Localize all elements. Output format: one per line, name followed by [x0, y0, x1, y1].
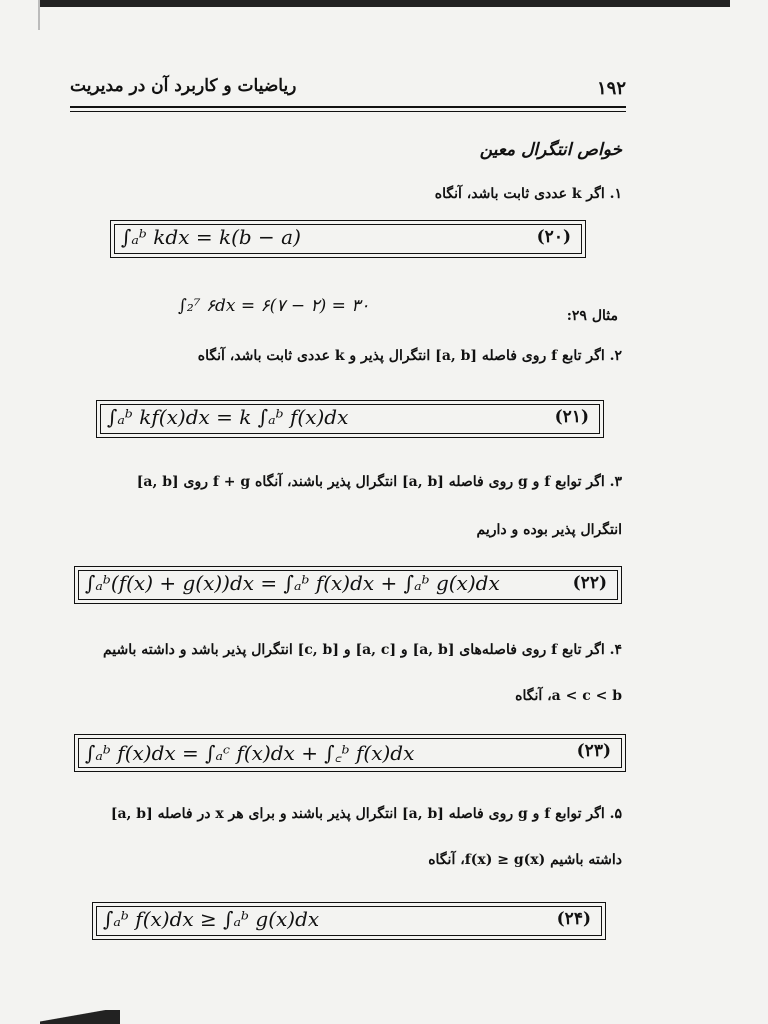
equation-number: (۲۲) — [572, 573, 607, 593]
equation-box-22 — [74, 566, 622, 604]
equation-formula: ∫ₐᵇ kf(x)dx = k ∫ₐᵇ f(x)dx — [107, 405, 349, 429]
property-3-continuation: انتگرال پذیر بوده و داریم — [476, 522, 622, 538]
equation-formula: ∫ₐᵇ f(x)dx = ∫ₐᶜ f(x)dx + ∫꜀ᵇ f(x)dx — [85, 741, 415, 765]
equation-formula: ∫ₐᵇ f(x)dx ≥ ∫ₐᵇ g(x)dx — [103, 907, 320, 931]
equation-formula: ∫ₐᵇ(f(x) + g(x))dx = ∫ₐᵇ f(x)dx + ∫ₐᵇ g(x)dx — [85, 571, 500, 595]
section-title: خواص انتگرال معین — [479, 140, 622, 160]
property-4-condition: a < c < b، آنگاه — [515, 688, 622, 704]
book-title: ریاضیات و کاربرد آن در مدیریت — [70, 76, 297, 96]
equation-box-23 — [74, 734, 626, 772]
equation-number: (۲۴) — [556, 909, 591, 929]
page-header — [70, 72, 626, 102]
property-5-text: ۵. اگر توابع f و g روی فاصله [a, b] انتگرال پذیر باشند و برای هر x در فاصله [a, b] — [110, 806, 622, 822]
scan-edge-top — [40, 0, 730, 7]
equation-number: (۲۳) — [576, 741, 611, 761]
scan-edge-left — [38, 0, 40, 30]
header-rule — [70, 106, 626, 108]
equation-number: (۲۱) — [554, 407, 589, 427]
property-2-text: ۲. اگر تابع f روی فاصله [a, b] انتگرال پذیر و k عددی ثابت باشد، آنگاه — [197, 348, 622, 364]
equation-number: (۲۰) — [536, 227, 571, 247]
equation-box-24 — [92, 902, 606, 940]
equation-formula: ∫ₐᵇ kdx = k(b − a) — [121, 225, 301, 249]
property-3-text: ۳. اگر توابع f و g روی فاصله [a, b] انتگرال پذیر باشند، آنگاه f + g روی [a, b] — [136, 474, 622, 490]
scan-edge-bottom — [40, 1010, 120, 1024]
property-1-text: ۱. اگر k عددی ثابت باشد، آنگاه — [434, 186, 622, 202]
equation-box-20 — [110, 220, 586, 258]
example-label: مثال ۲۹: — [566, 308, 618, 324]
property-4-text: ۴. اگر تابع f روی فاصله‌های [a, b] و [a, c] و [c, b] انتگرال پذیر باشد و داشته باشیم — [102, 642, 622, 658]
equation-box-21 — [96, 400, 604, 438]
header-rule-thin — [70, 111, 626, 112]
property-5-condition: داشته باشیم f(x) ≥ g(x)، آنگاه — [428, 852, 622, 868]
example-formula: ∫₂⁷ ۶dx = ۶(۷ − ۲) = ۳۰ — [178, 296, 370, 316]
page-number: ۱۹۲ — [596, 78, 626, 99]
